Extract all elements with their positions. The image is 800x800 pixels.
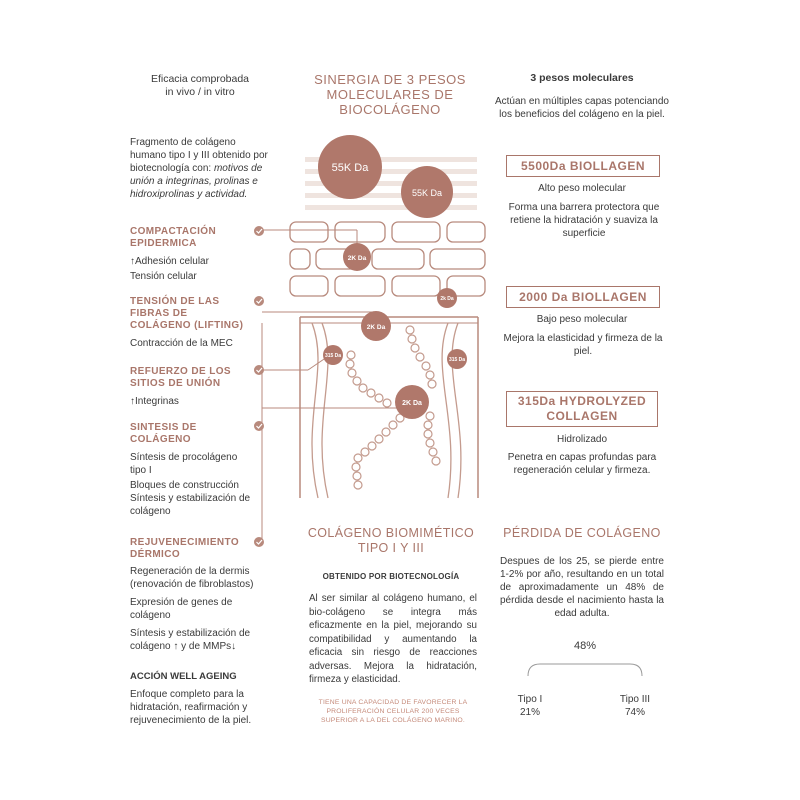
type-label: Tipo III	[619, 694, 651, 705]
section-item: ↑Adhesión celular	[130, 256, 209, 267]
section-item: Síntesis y estabilización de colágeno	[130, 493, 251, 517]
section-title: REFUERZO DE LOS SITIOS DE UNIÓN	[130, 366, 232, 389]
section-item: ↑Integrinas	[130, 396, 179, 407]
loss-text: Despues de los 25, se pierde entre 1-2% por año, resultando en un total de aproximadamente un 48% de pérdida desde el nacimiento hasta la edad adulta.	[500, 556, 664, 619]
product-badge-315: 315Da HYDROLYZED COLLAGEN	[506, 391, 658, 427]
type-value: 74%	[624, 707, 645, 718]
proliferation-claim: TIENE UNA CAPACIDAD DE FAVORECER LA PROLIFERACIÓN CELULAR 200 VECES SUPERIOR A LA DEL COLÁGENO MARINO.	[318, 699, 468, 724]
product-desc: Forma una barrera protectora que retiene la hidratación y suaviza la superficie	[508, 202, 660, 239]
bubble-label: 2K Da	[347, 255, 367, 262]
bubble-label: 2k Da	[440, 296, 454, 302]
synergy-title: SINERGIA DE 3 PESOS MOLECULARES DE BIOCOLÁGENO	[314, 72, 466, 117]
product-desc: Penetra en capas profundas para regeneración celular y firmeza.	[507, 452, 657, 476]
section-title: REJUVENECIMIENTO DÉRMICO	[130, 537, 240, 560]
loss-total: 48%	[573, 640, 597, 652]
section-item: Expresión de genes de colágeno	[130, 597, 233, 621]
section-title: SINTESIS DE COLÁGENO	[130, 422, 197, 445]
section-title: COMPACTACIÓN EPIDERMICA	[130, 226, 217, 249]
bubble-label: 2K Da	[402, 400, 422, 407]
section-item: Contracción de la MEC	[130, 338, 233, 349]
section-item: Bloques de construcción	[130, 480, 239, 491]
biomimetic-subtitle: OBTENIDO POR BIOTECNOLOGÍA	[322, 572, 460, 581]
section-item: Regeneración de la dermis (renovación de fibroblastos)	[130, 566, 254, 590]
type-value: 21%	[519, 707, 540, 718]
bubble-label: 55K Da	[331, 162, 369, 174]
efficacy-subtitle: in vivo / in vitro	[165, 86, 235, 98]
section-item: Tensión celular	[130, 271, 197, 282]
efficacy-title: Eficacia comprobada	[150, 73, 250, 85]
section-item: Síntesis de procolágeno tipo I	[130, 452, 238, 476]
product-type: Bajo peso molecular	[536, 314, 628, 325]
type-i-block	[505, 693, 555, 719]
product-type: Hidrolizado	[556, 434, 608, 445]
product-badge-2000: 2000 Da BIOLLAGEN	[506, 286, 660, 308]
bubble-label: 2K Da	[366, 324, 386, 331]
well-ageing-text: Enfoque completo para la hidratación, reafirmación y rejuvenecimiento de la piel.	[130, 689, 252, 726]
loss-title: PÉRDIDA DE COLÁGENO	[503, 526, 661, 540]
product-badge-5500: 5500Da BIOLLAGEN	[506, 155, 660, 177]
weights-intro: Actúan en múltiples capas potenciando los beneficios del colágeno en la piel.	[494, 96, 669, 120]
bubble-label: 315 Da	[324, 353, 342, 359]
bubble-label: 55K Da	[411, 188, 443, 198]
biomimetic-text: Al ser similar al colágeno humano, el bio-colágeno se integra más eficazmente en la piel, mejorando su compatibilidad y aumentando la eficacia sin riesgo de reacciones adversas. Mejora la hidratación, firmeza y elasticidad.	[309, 593, 477, 685]
fragment-plain: Fragmento de colágeno humano tipo I y III obtenido por biotecnología con:	[130, 137, 268, 174]
product-type: Alto peso molecular	[538, 183, 626, 194]
section-item: Síntesis y estabilización de colágeno ↑ y de MMPs↓	[130, 628, 251, 652]
product-desc: Mejora la elasticidad y firmeza de la piel.	[503, 333, 663, 357]
weights-title: 3 pesos moleculares	[530, 72, 634, 84]
bubble-label: 315 Da	[448, 357, 466, 363]
biomimetic-title: COLÁGENO BIOMIMÉTICO TIPO I Y III	[307, 526, 475, 555]
section-title: TENSIÓN DE LAS FIBRAS DE COLÁGENO (LIFTING)	[130, 296, 244, 331]
well-ageing-title: ACCIÓN WELL AGEING	[130, 671, 237, 682]
type-iii-block	[610, 693, 660, 719]
fragment-italic: motivos de unión a integrinas, prolinas e hidroxiprolinas y actividad.	[130, 163, 263, 200]
type-label: Tipo I	[517, 694, 543, 705]
